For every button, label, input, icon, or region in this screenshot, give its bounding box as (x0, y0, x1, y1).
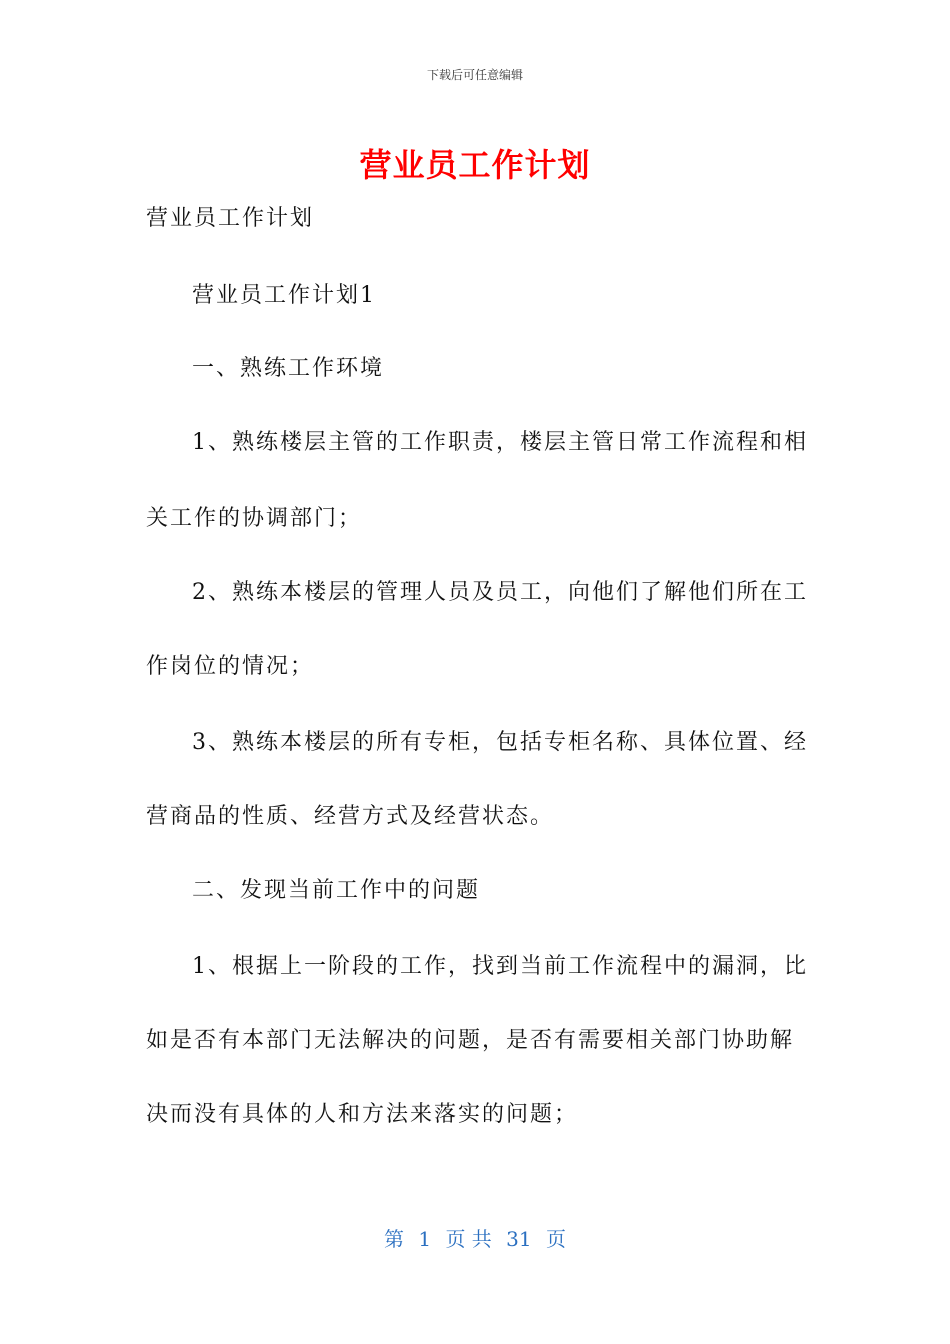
body-line-paragraph: 作岗位的情况； (146, 654, 315, 679)
body-line-section-heading: 营业员工作计划1 (192, 283, 376, 308)
body-line-subtitle: 营业员工作计划 (146, 206, 315, 231)
body-line-paragraph: 3、熟练本楼层的所有专柜，包括专柜名称、具体位置、经 (192, 730, 808, 755)
body-line-paragraph: 如是否有本部门无法解决的问题，是否有需要相关部门协助解 (146, 1028, 795, 1053)
body-line-paragraph: 关工作的协调部门； (146, 506, 363, 531)
body-line-paragraph: 营商品的性质、经营方式及经营状态。 (146, 804, 555, 829)
footer-prefix: 第 (384, 1227, 404, 1251)
footer-middle: 页 共 (445, 1227, 492, 1251)
footer-current-page: 1 (418, 1227, 432, 1251)
header-note: 下载后可任意编辑 (426, 68, 523, 82)
body-line-heading-one: 一、熟练工作环境 (192, 356, 385, 381)
body-line-heading-two: 二、发现当前工作中的问题 (192, 878, 481, 903)
footer-total-pages: 31 (506, 1227, 532, 1251)
page-number-footer (0, 1224, 950, 1254)
document-title: 营业员工作计划 (359, 146, 591, 184)
body-line-paragraph: 1、熟练楼层主管的工作职责，楼层主管日常工作流程和相 (192, 430, 808, 455)
body-line-paragraph: 决而没有具体的人和方法来落实的问题； (146, 1102, 579, 1127)
footer-suffix: 页 (545, 1227, 566, 1251)
body-line-paragraph: 1、根据上一阶段的工作，找到当前工作流程中的漏洞，比 (192, 954, 808, 979)
body-line-paragraph: 2、熟练本楼层的管理人员及员工，向他们了解他们所在工 (192, 580, 808, 605)
